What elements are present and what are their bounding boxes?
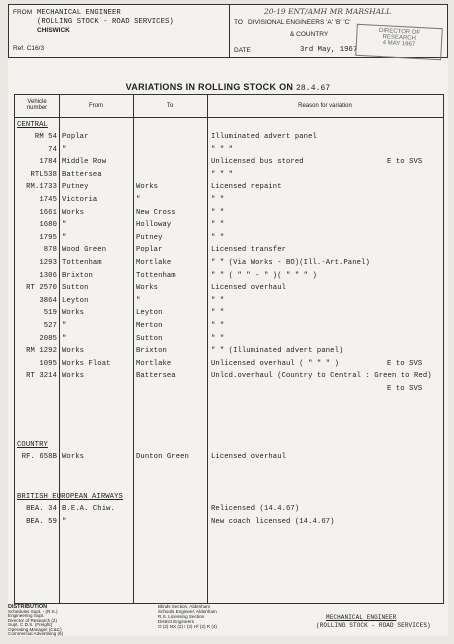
- date-value: 3rd May, 1967: [300, 46, 358, 54]
- table-row: [15, 133, 443, 145]
- from-cell: ": [62, 233, 67, 242]
- vehicle-number-cell: BEA. 59: [26, 517, 57, 526]
- from-cell: ": [62, 334, 67, 343]
- reason-cell: Unlicensed overhaul ( " " " ): [211, 359, 339, 368]
- col-vehicle: Vehicle number: [26, 99, 48, 111]
- reason-cell: Relicensed (14.4.67): [211, 505, 300, 513]
- distribution-item: Schedules Supt. - (R.S.): [8, 609, 58, 614]
- to-cell: Holloway: [136, 221, 172, 230]
- table-row: [15, 246, 443, 258]
- stamp-line-3: 4 MAY 1967: [382, 40, 416, 48]
- col-to: To: [166, 103, 174, 109]
- reason-cell: New coach licensed (14.4.67): [211, 517, 335, 526]
- table-row: [15, 372, 443, 384]
- distribution-item: Commercial Advertising (6): [8, 631, 64, 637]
- vehicle-number-cell: 1745: [39, 196, 57, 204]
- title-date: 28.4.67: [296, 84, 331, 93]
- table-row: [15, 360, 443, 372]
- distribution-list-right: [158, 604, 217, 629]
- header-divider: [15, 117, 443, 118]
- vehicle-number-cell: 519: [43, 309, 57, 318]
- to-cell: Brixton: [136, 347, 167, 356]
- to-cell: Works: [136, 284, 159, 293]
- distribution-item: Engineering Supt.: [8, 613, 45, 619]
- signature-line-1: MECHANICAL ENGINEER: [326, 614, 397, 621]
- from-cell: B.E.A. Chiw.: [62, 505, 115, 513]
- extra-cell: E to SVS: [387, 359, 423, 368]
- table-row: [15, 335, 443, 347]
- vehicle-number-cell: RF. 658B: [21, 453, 57, 461]
- to-cell: ": [136, 296, 141, 305]
- vehicle-number-cell: 1784: [39, 158, 57, 167]
- from-cell: Putney: [62, 183, 89, 192]
- vehicle-number-cell: 1795: [39, 233, 57, 242]
- distribution-item: R.S. Licensing Section: [158, 614, 205, 619]
- col-from: From: [89, 103, 103, 109]
- to-cell: Merton: [136, 322, 163, 330]
- vehicle-number-cell: 2085: [39, 334, 57, 343]
- distribution-item: Schools Engineer, Aldenham: [158, 609, 217, 614]
- table-row: [15, 297, 443, 309]
- from-line-3: CHISWICK: [37, 27, 70, 34]
- variations-table: [14, 94, 444, 604]
- distribution-list-left: [8, 610, 63, 636]
- to-cell: Tottenham: [136, 271, 176, 280]
- from-cell: Leyton: [62, 296, 89, 305]
- title-text: VARIATIONS IN ROLLING STOCK ON: [125, 82, 294, 92]
- vehicle-number-cell: RM 1292: [26, 347, 57, 356]
- to-country: & COUNTRY: [290, 31, 329, 38]
- vehicle-number-cell: 1306: [39, 271, 57, 280]
- reason-cell: Licensed overhaul: [211, 284, 287, 293]
- reason-cell: " " ( " " - " )( " " " ): [211, 271, 317, 280]
- distribution-item: Director of Research (2): [8, 617, 58, 623]
- table-row: [15, 171, 443, 183]
- table-row: [15, 158, 443, 170]
- to-cell: Mortlake: [136, 359, 172, 368]
- from-cell: ": [62, 517, 67, 526]
- table-row: [15, 518, 443, 530]
- to-cell: ": [136, 196, 141, 204]
- from-cell: Battersea: [62, 170, 102, 179]
- vehicle-number-cell: 878: [43, 246, 57, 255]
- to-cell: Mortlake: [136, 259, 172, 267]
- reason-cell: " ": [211, 233, 225, 242]
- from-cell: Works: [62, 309, 85, 318]
- distribution-item: District Engineers: [158, 619, 194, 624]
- extra-cell: E to SVS: [387, 385, 423, 393]
- table-row: [15, 221, 443, 233]
- reason-cell: " ": [211, 334, 225, 343]
- reason-cell: " " (Illuminated advert panel): [211, 347, 344, 356]
- to-cell: Sutton: [136, 334, 163, 343]
- from-cell: Works: [62, 453, 85, 461]
- from-cell: Wood Green: [62, 246, 107, 255]
- vehicle-number-cell: 3864: [39, 296, 57, 305]
- reason-cell: Licensed overhaul: [211, 453, 287, 461]
- table-row: [15, 505, 443, 517]
- from-line-2: (ROLLING STOCK - ROAD SERVICES): [37, 18, 174, 26]
- table-row: [15, 309, 443, 321]
- received-stamp: [355, 24, 443, 60]
- table-row: [15, 347, 443, 359]
- reason-cell: " ": [211, 309, 225, 318]
- to-cell: Works: [136, 183, 159, 192]
- from-cell: Brixton: [62, 271, 93, 280]
- from-cell: Tottenham: [62, 259, 102, 267]
- from-cell: Sutton: [62, 284, 89, 293]
- ref-number: Ref. C16/3: [13, 45, 45, 52]
- table-row: [15, 272, 443, 284]
- table-row: [15, 322, 443, 334]
- reason-cell: " " ": [211, 170, 234, 179]
- vehicle-number-cell: 1293: [39, 259, 57, 267]
- table-row: [15, 453, 443, 465]
- from-cell: Victoria: [62, 196, 98, 204]
- stamp-line-2: RESEARCH: [382, 34, 417, 42]
- reason-cell: Licensed repaint: [211, 183, 282, 192]
- distribution-item: Operating Manager (C&C): [8, 626, 62, 632]
- vehicle-number-cell: BEA. 34: [26, 505, 57, 513]
- to-cell: Battersea: [136, 372, 176, 381]
- vehicle-number-cell: RM 54: [34, 133, 57, 141]
- from-cell: ": [62, 322, 67, 330]
- to-cell: Poplar: [136, 246, 163, 255]
- from-line-1: MECHANICAL ENGINEER: [37, 9, 121, 17]
- vehicle-number-cell: 527: [43, 322, 57, 330]
- vehicle-number-cell: 1680: [39, 221, 57, 230]
- from-cell: Works: [62, 372, 85, 381]
- vehicle-number-cell: RM.1733: [26, 183, 57, 192]
- reason-cell: " ": [211, 196, 225, 204]
- table-row: [15, 259, 443, 271]
- distribution-label: DISTRIBUTION: [8, 604, 48, 610]
- date-label: DATE: [234, 47, 251, 54]
- reason-cell: " ": [211, 221, 225, 230]
- signature-line-2: (ROLLING STOCK - ROAD SERVICES): [316, 622, 431, 629]
- reason-cell: Unlicensed bus stored: [211, 158, 304, 167]
- from-label: FROM: [13, 9, 33, 16]
- vehicle-number-cell: 1661: [39, 208, 57, 217]
- vehicle-number-cell: 1095: [39, 359, 57, 368]
- extra-cell: E to SVS: [387, 158, 423, 167]
- reason-cell: " ": [211, 296, 225, 305]
- table-row: [15, 234, 443, 246]
- table-row: [15, 183, 443, 195]
- reason-cell: Unlcd.overhaul (Country to Central : Green to Red): [211, 372, 432, 381]
- table-row: [15, 385, 443, 397]
- memo-page: [8, 4, 448, 636]
- table-row: [15, 196, 443, 208]
- from-box: [8, 4, 230, 58]
- from-cell: Works Float: [62, 359, 111, 368]
- to-cell: New Cross: [136, 208, 176, 217]
- distribution-footer: [8, 604, 448, 636]
- from-cell: ": [62, 145, 67, 154]
- reason-cell: " ": [211, 322, 225, 330]
- handwritten-recipient: 20-19 ENT/AMH MR MARSHALL: [264, 7, 392, 16]
- vehicle-number-cell: RTL538: [30, 170, 57, 179]
- from-cell: Works: [62, 208, 85, 217]
- from-cell: ": [62, 221, 67, 230]
- distribution-item: Blinds Section, Aldenham: [158, 604, 211, 609]
- reason-cell: " " (Via Works - BO)(Ill.-Art.Panel): [211, 259, 370, 267]
- section-central: CENTRAL: [17, 121, 48, 129]
- section-country: COUNTRY: [17, 441, 48, 449]
- table-row: [15, 284, 443, 296]
- to-label: TO: [234, 19, 243, 26]
- to-cell: Putney: [136, 233, 163, 242]
- from-cell: Poplar: [62, 133, 89, 141]
- vehicle-number-cell: RT 3214: [26, 372, 57, 381]
- page-title: [8, 82, 448, 93]
- distribution-item: Supt. C.D.S. (Freight): [8, 622, 53, 628]
- vehicle-number-cell: RT 2570: [26, 284, 57, 293]
- table-row: [15, 146, 443, 158]
- from-cell: Middle Row: [62, 158, 107, 167]
- reason-cell: Licensed transfer: [211, 246, 287, 255]
- to-text: DIVISIONAL ENGINEERS 'A' 'B' 'C': [248, 19, 351, 26]
- col-reason: Reason for variation: [298, 103, 352, 109]
- to-cell: Dunton Green: [136, 453, 189, 461]
- section-bea: BRITISH EUROPEAN AIRWAYS: [17, 493, 123, 501]
- vehicle-number-cell: 74: [48, 145, 57, 154]
- to-cell: Leyton: [136, 309, 163, 318]
- stamp-line-1: DIRECTOR OF: [378, 27, 421, 37]
- distribution-item: O (2) NX (2) ! (2) H² (2) R (4): [158, 624, 217, 629]
- reason-cell: " " ": [211, 145, 234, 154]
- reason-cell: " ": [211, 208, 225, 217]
- table-row: [15, 209, 443, 221]
- reason-cell: Illuminated advert panel: [211, 133, 317, 141]
- from-cell: Works: [62, 347, 85, 356]
